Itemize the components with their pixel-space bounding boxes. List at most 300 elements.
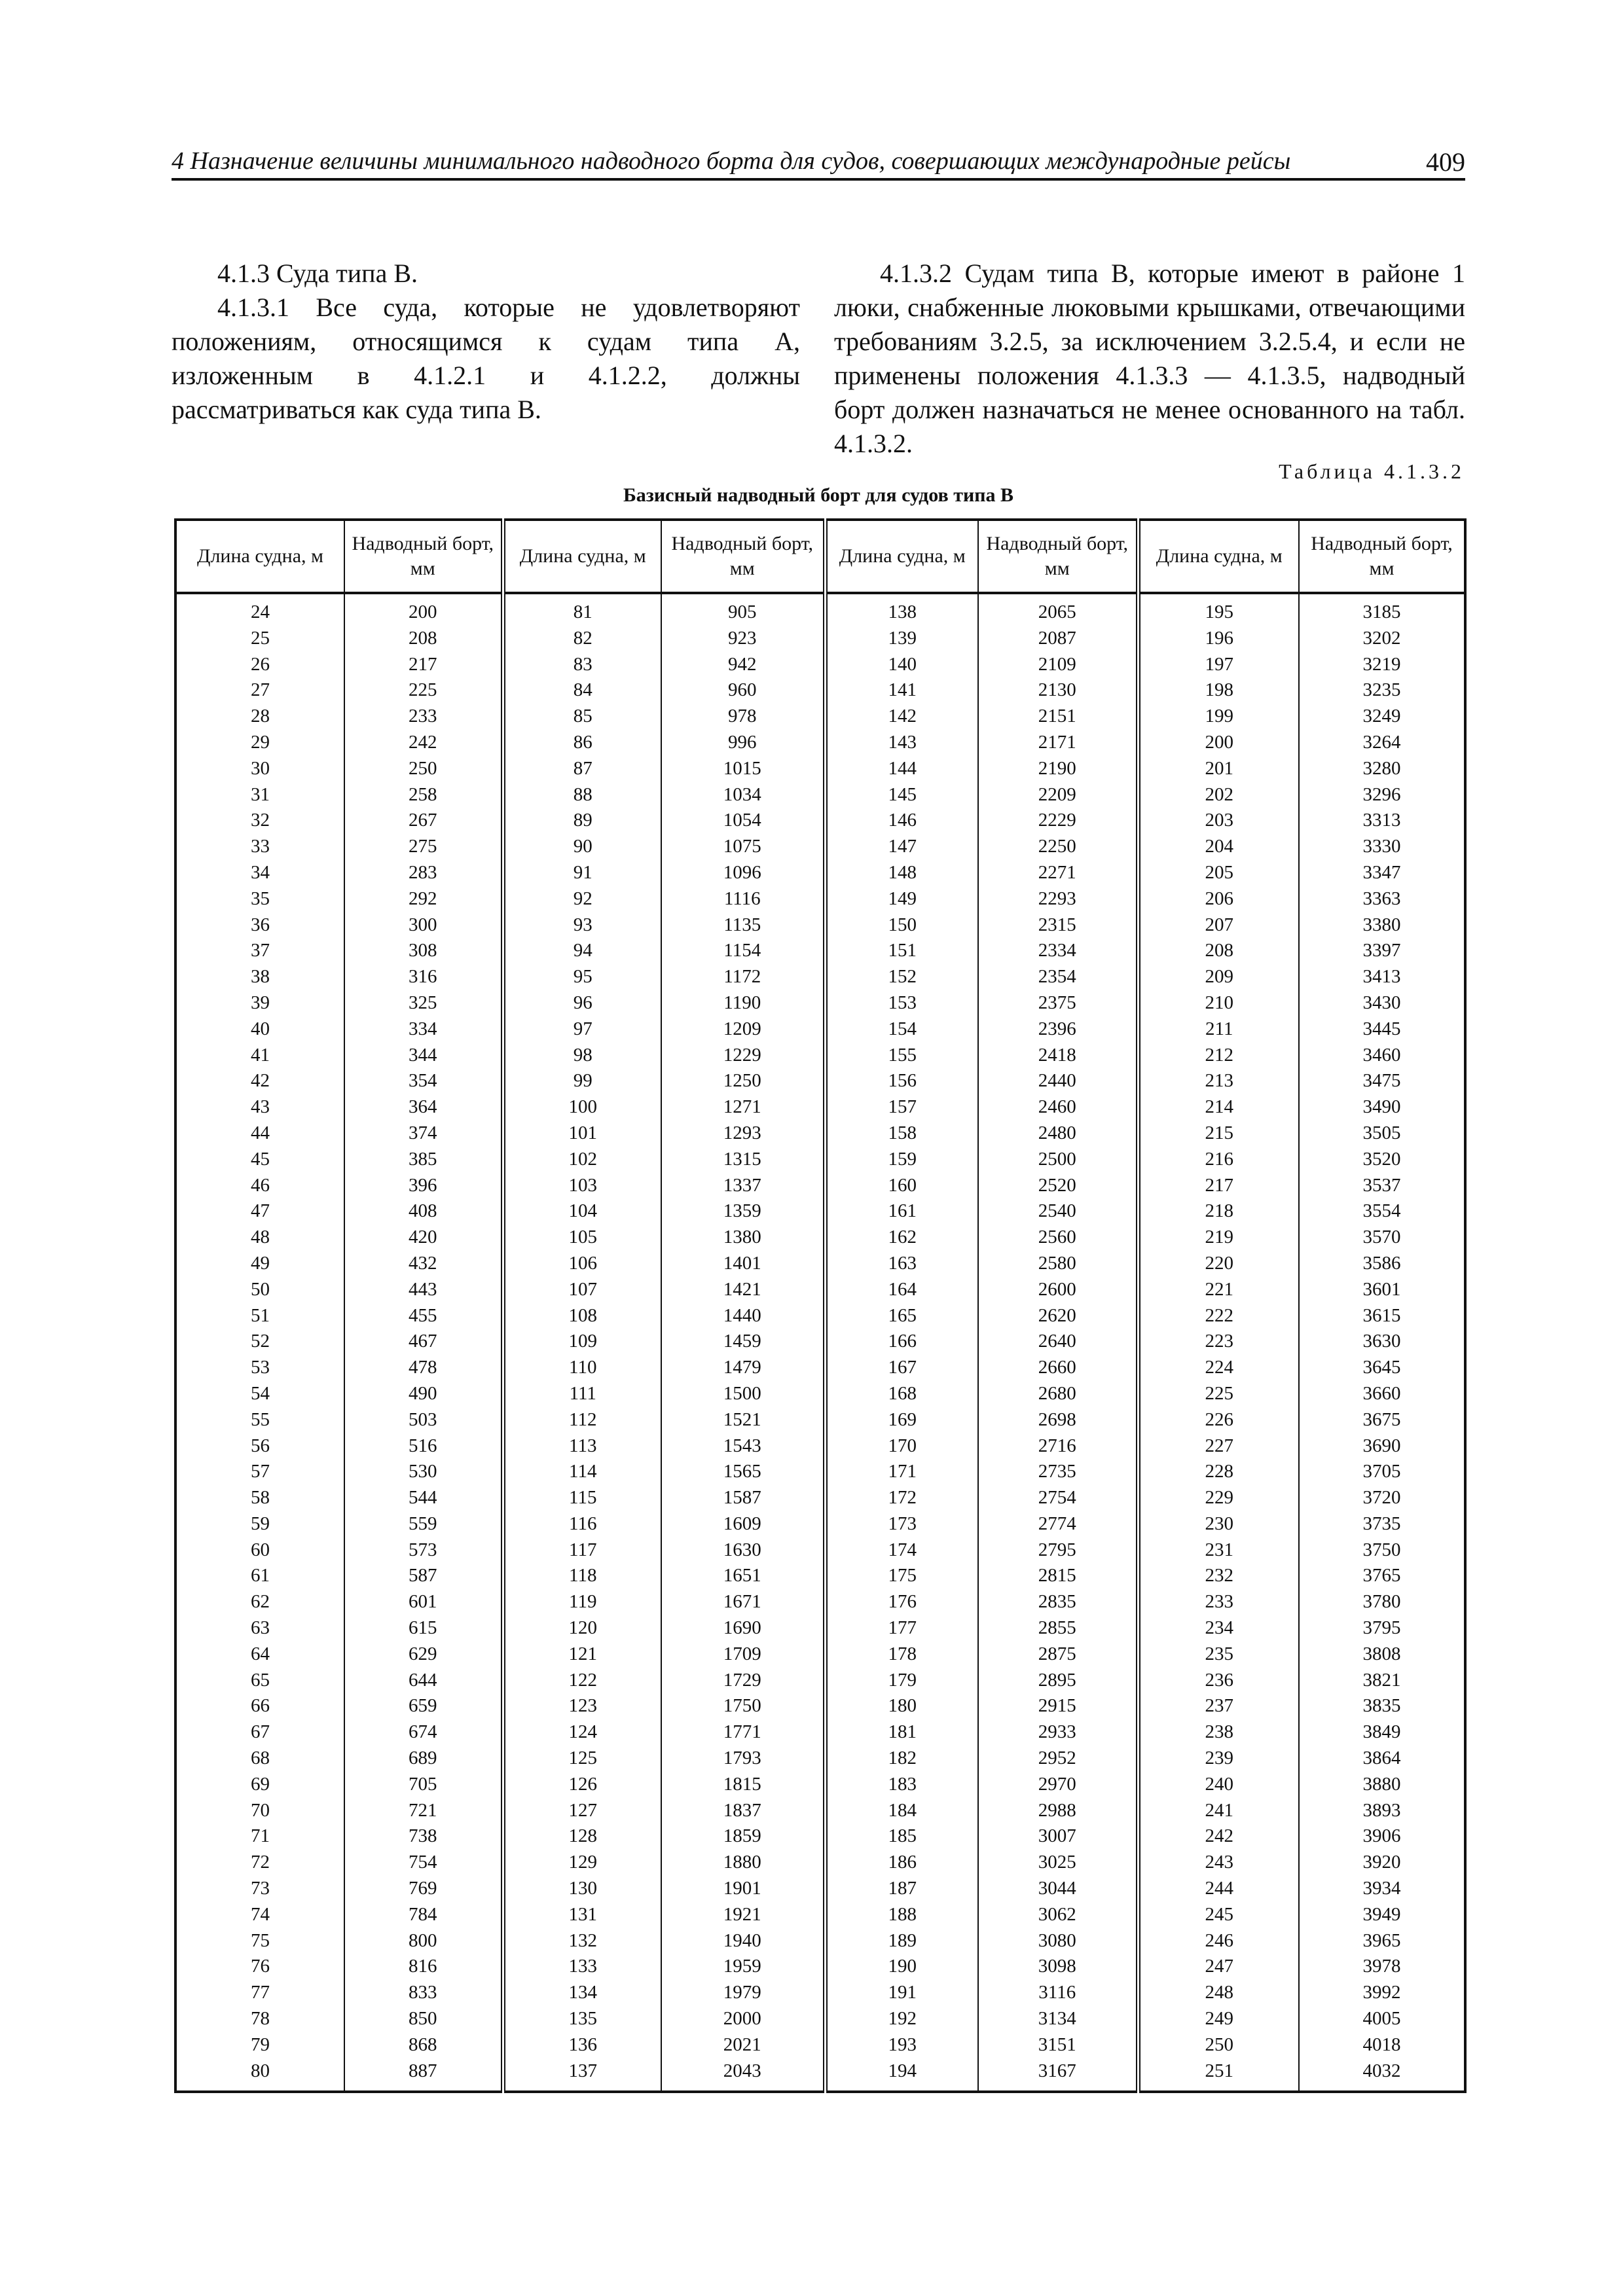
ship-length-cell: 146 xyxy=(825,808,978,834)
freeboard-cell: 1630 xyxy=(661,1537,825,1564)
freeboard-cell: 2988 xyxy=(978,1798,1138,1824)
freeboard-cell: 2754 xyxy=(978,1485,1138,1511)
freeboard-cell: 1209 xyxy=(661,1016,825,1043)
freeboard-cell: 3264 xyxy=(1299,730,1465,756)
ship-length-cell: 251 xyxy=(1138,2058,1299,2092)
freeboard-cell: 3185 xyxy=(1299,593,1465,626)
freeboard-cell: 467 xyxy=(344,1329,503,1355)
table-row xyxy=(175,1563,1465,1589)
table-row xyxy=(175,1668,1465,1694)
freeboard-cell: 1521 xyxy=(661,1407,825,1433)
table-row xyxy=(175,1173,1465,1199)
ship-length-cell: 127 xyxy=(503,1798,661,1824)
freeboard-cell: 2795 xyxy=(978,1537,1138,1564)
ship-length-cell: 247 xyxy=(1138,1954,1299,1980)
ship-length-cell: 169 xyxy=(825,1407,978,1433)
ship-length-cell: 221 xyxy=(1138,1277,1299,1303)
freeboard-cell: 242 xyxy=(344,730,503,756)
freeboard-cell: 2875 xyxy=(978,1641,1138,1668)
ship-length-cell: 43 xyxy=(175,1094,344,1121)
freeboard-cell: 292 xyxy=(344,886,503,912)
ship-length-cell: 190 xyxy=(825,1954,978,1980)
freeboard-cell: 2560 xyxy=(978,1225,1138,1251)
ship-length-cell: 116 xyxy=(503,1511,661,1537)
ship-length-cell: 32 xyxy=(175,808,344,834)
table-row xyxy=(175,1303,1465,1329)
freeboard-cell: 754 xyxy=(344,1850,503,1876)
ship-length-cell: 156 xyxy=(825,1068,978,1094)
freeboard-cell: 1459 xyxy=(661,1329,825,1355)
ship-length-cell: 110 xyxy=(503,1355,661,1381)
ship-length-cell: 136 xyxy=(503,2032,661,2058)
freeboard-cell: 3116 xyxy=(978,1980,1138,2006)
ship-length-cell: 117 xyxy=(503,1537,661,1564)
ship-length-cell: 213 xyxy=(1138,1068,1299,1094)
freeboard-cell: 3795 xyxy=(1299,1615,1465,1641)
freeboard-cell: 1709 xyxy=(661,1641,825,1668)
table-row xyxy=(175,1407,1465,1433)
ship-length-cell: 68 xyxy=(175,1746,344,1772)
ship-length-cell: 241 xyxy=(1138,1798,1299,1824)
freeboard-cell: 2293 xyxy=(978,886,1138,912)
freeboard-cell: 2271 xyxy=(978,860,1138,886)
freeboard-cell: 2500 xyxy=(978,1147,1138,1173)
ship-length-cell: 215 xyxy=(1138,1121,1299,1147)
ship-length-cell: 91 xyxy=(503,860,661,886)
ship-length-cell: 158 xyxy=(825,1121,978,1147)
freeboard-cell: 3808 xyxy=(1299,1641,1465,1668)
freeboard-cell: 942 xyxy=(661,652,825,678)
freeboard-cell: 2600 xyxy=(978,1277,1138,1303)
table-row xyxy=(175,1485,1465,1511)
ship-length-cell: 77 xyxy=(175,1980,344,2006)
freeboard-cell: 3765 xyxy=(1299,1563,1465,1589)
table-row xyxy=(175,1277,1465,1303)
table-number: Таблица 4.1.3.2 xyxy=(1279,459,1465,483)
freeboard-cell: 3949 xyxy=(1299,1902,1465,1928)
freeboard-cell: 2895 xyxy=(978,1668,1138,1694)
ship-length-cell: 37 xyxy=(175,938,344,964)
ship-length-cell: 105 xyxy=(503,1225,661,1251)
table-row xyxy=(175,1537,1465,1564)
ship-length-cell: 186 xyxy=(825,1850,978,1876)
ship-length-cell: 194 xyxy=(825,2058,978,2092)
freeboard-cell: 573 xyxy=(344,1537,503,1564)
table-row xyxy=(175,1876,1465,1902)
freeboard-cell: 887 xyxy=(344,2058,503,2092)
ship-length-cell: 129 xyxy=(503,1850,661,1876)
header-length-4: Длина судна, м xyxy=(1138,520,1299,593)
table-caption: Базисный надводный борт для судов типа В xyxy=(623,484,1014,506)
ship-length-cell: 93 xyxy=(503,912,661,939)
ship-length-cell: 73 xyxy=(175,1876,344,1902)
freeboard-cell: 996 xyxy=(661,730,825,756)
freeboard-cell: 443 xyxy=(344,1277,503,1303)
header-length-2: Длина судна, м xyxy=(503,520,661,593)
ship-length-cell: 135 xyxy=(503,2006,661,2032)
table-row xyxy=(175,1329,1465,1355)
ship-length-cell: 181 xyxy=(825,1719,978,1746)
ship-length-cell: 119 xyxy=(503,1589,661,1615)
freeboard-cell: 250 xyxy=(344,756,503,782)
freeboard-cell: 374 xyxy=(344,1121,503,1147)
freeboard-cell: 1587 xyxy=(661,1485,825,1511)
freeboard-cell: 1172 xyxy=(661,964,825,990)
freeboard-cell: 3893 xyxy=(1299,1798,1465,1824)
ship-length-cell: 182 xyxy=(825,1746,978,1772)
freeboard-cell: 978 xyxy=(661,704,825,730)
ship-length-cell: 219 xyxy=(1138,1225,1299,1251)
ship-length-cell: 145 xyxy=(825,782,978,808)
freeboard-cell: 3720 xyxy=(1299,1485,1465,1511)
table-row xyxy=(175,1589,1465,1615)
ship-length-cell: 100 xyxy=(503,1094,661,1121)
ship-length-cell: 245 xyxy=(1138,1902,1299,1928)
ship-length-cell: 185 xyxy=(825,1823,978,1850)
ship-length-cell: 24 xyxy=(175,593,344,626)
table-row xyxy=(175,1511,1465,1537)
freeboard-cell: 3460 xyxy=(1299,1043,1465,1069)
ship-length-cell: 30 xyxy=(175,756,344,782)
page-number: 409 xyxy=(1426,147,1465,177)
table-body xyxy=(175,593,1465,2092)
ship-length-cell: 124 xyxy=(503,1719,661,1746)
freeboard-cell: 1337 xyxy=(661,1173,825,1199)
freeboard-cell: 325 xyxy=(344,990,503,1016)
table-row xyxy=(175,2058,1465,2092)
header-freeboard-3: Надводный борт, мм xyxy=(978,520,1138,593)
ship-length-cell: 104 xyxy=(503,1198,661,1225)
ship-length-cell: 209 xyxy=(1138,964,1299,990)
freeboard-cell: 3615 xyxy=(1299,1303,1465,1329)
freeboard-cell: 615 xyxy=(344,1615,503,1641)
table-row xyxy=(175,782,1465,808)
ship-length-cell: 216 xyxy=(1138,1147,1299,1173)
ship-length-cell: 211 xyxy=(1138,1016,1299,1043)
table-row xyxy=(175,1043,1465,1069)
freeboard-cell: 2680 xyxy=(978,1381,1138,1407)
ship-length-cell: 101 xyxy=(503,1121,661,1147)
ship-length-cell: 214 xyxy=(1138,1094,1299,1121)
ship-length-cell: 206 xyxy=(1138,886,1299,912)
header-length-3: Длина судна, м xyxy=(825,520,978,593)
ship-length-cell: 120 xyxy=(503,1615,661,1641)
freeboard-cell: 816 xyxy=(344,1954,503,1980)
ship-length-cell: 220 xyxy=(1138,1251,1299,1277)
freeboard-cell: 2229 xyxy=(978,808,1138,834)
ship-length-cell: 198 xyxy=(1138,677,1299,704)
freeboard-cell: 800 xyxy=(344,1928,503,1954)
table-row xyxy=(175,1016,1465,1043)
freeboard-cell: 3330 xyxy=(1299,834,1465,860)
ship-length-cell: 40 xyxy=(175,1016,344,1043)
freeboard-cell: 4032 xyxy=(1299,2058,1465,2092)
ship-length-cell: 85 xyxy=(503,704,661,730)
ship-length-cell: 99 xyxy=(503,1068,661,1094)
freeboard-cell: 385 xyxy=(344,1147,503,1173)
table-row xyxy=(175,990,1465,1016)
freeboard-cell: 3080 xyxy=(978,1928,1138,1954)
ship-length-cell: 202 xyxy=(1138,782,1299,808)
freeboard-cell: 1500 xyxy=(661,1381,825,1407)
freeboard-cell: 308 xyxy=(344,938,503,964)
ship-length-cell: 152 xyxy=(825,964,978,990)
ship-length-cell: 160 xyxy=(825,1173,978,1199)
ship-length-cell: 88 xyxy=(503,782,661,808)
freeboard-cell: 2716 xyxy=(978,1433,1138,1460)
ship-length-cell: 122 xyxy=(503,1668,661,1694)
freeboard-cell: 1034 xyxy=(661,782,825,808)
freeboard-cell: 1271 xyxy=(661,1094,825,1121)
ship-length-cell: 137 xyxy=(503,2058,661,2092)
ship-length-cell: 165 xyxy=(825,1303,978,1329)
ship-length-cell: 218 xyxy=(1138,1198,1299,1225)
freeboard-cell: 2855 xyxy=(978,1615,1138,1641)
freeboard-cell: 334 xyxy=(344,1016,503,1043)
ship-length-cell: 53 xyxy=(175,1355,344,1381)
freeboard-cell: 705 xyxy=(344,1772,503,1798)
freeboard-cell: 2774 xyxy=(978,1511,1138,1537)
freeboard-cell: 225 xyxy=(344,677,503,704)
ship-length-cell: 233 xyxy=(1138,1589,1299,1615)
ship-length-cell: 107 xyxy=(503,1277,661,1303)
ship-length-cell: 139 xyxy=(825,626,978,652)
ship-length-cell: 115 xyxy=(503,1485,661,1511)
ship-length-cell: 132 xyxy=(503,1928,661,1954)
freeboard-cell: 2580 xyxy=(978,1251,1138,1277)
freeboard-cell: 1901 xyxy=(661,1876,825,1902)
freeboard-cell: 3397 xyxy=(1299,938,1465,964)
ship-length-cell: 29 xyxy=(175,730,344,756)
freeboard-cell: 3363 xyxy=(1299,886,1465,912)
freeboard-cell: 2043 xyxy=(661,2058,825,2092)
table-row xyxy=(175,1225,1465,1251)
freeboard-cell: 2520 xyxy=(978,1173,1138,1199)
ship-length-cell: 48 xyxy=(175,1225,344,1251)
freeboard-cell: 3554 xyxy=(1299,1198,1465,1225)
ship-length-cell: 229 xyxy=(1138,1485,1299,1511)
freeboard-cell: 316 xyxy=(344,964,503,990)
ship-length-cell: 237 xyxy=(1138,1693,1299,1719)
ship-length-cell: 78 xyxy=(175,2006,344,2032)
freeboard-cell: 659 xyxy=(344,1693,503,1719)
freeboard-cell: 4018 xyxy=(1299,2032,1465,2058)
freeboard-cell: 3906 xyxy=(1299,1823,1465,1850)
ship-length-cell: 248 xyxy=(1138,1980,1299,2006)
table-row xyxy=(175,1902,1465,1928)
ship-length-cell: 55 xyxy=(175,1407,344,1433)
ship-length-cell: 171 xyxy=(825,1459,978,1485)
freeboard-cell: 960 xyxy=(661,677,825,704)
paragraph-4-1-3-2: 4.1.3.2 Судам типа В, которые имеют в районе 1 люки, снабженные люковыми крышками, отвечающими требованиям 3.2.5, за исключением 3.2.5.4, и если не применены положения 4.1.3.3 — 4.1.3.5, надводный борт должен назначаться не менее основанного на табл. 4.1.3.2. xyxy=(834,259,1465,458)
freeboard-cell: 587 xyxy=(344,1563,503,1589)
ship-length-cell: 69 xyxy=(175,1772,344,1798)
freeboard-cell: 3586 xyxy=(1299,1251,1465,1277)
ship-length-cell: 38 xyxy=(175,964,344,990)
freeboard-cell: 2334 xyxy=(978,938,1138,964)
ship-length-cell: 97 xyxy=(503,1016,661,1043)
freeboard-cell: 923 xyxy=(661,626,825,652)
ship-length-cell: 36 xyxy=(175,912,344,939)
freeboard-cell: 3313 xyxy=(1299,808,1465,834)
freeboard-cell: 2375 xyxy=(978,990,1138,1016)
ship-length-cell: 197 xyxy=(1138,652,1299,678)
freeboard-cell: 354 xyxy=(344,1068,503,1094)
ship-length-cell: 168 xyxy=(825,1381,978,1407)
ship-length-cell: 244 xyxy=(1138,1876,1299,1902)
ship-length-cell: 57 xyxy=(175,1459,344,1485)
freeboard-cell: 478 xyxy=(344,1355,503,1381)
freeboard-cell: 1229 xyxy=(661,1043,825,1069)
ship-length-cell: 159 xyxy=(825,1147,978,1173)
ship-length-cell: 138 xyxy=(825,593,978,626)
freeboard-cell: 2151 xyxy=(978,704,1138,730)
ship-length-cell: 31 xyxy=(175,782,344,808)
ship-length-cell: 125 xyxy=(503,1746,661,1772)
freeboard-cell: 420 xyxy=(344,1225,503,1251)
freeboard-cell: 503 xyxy=(344,1407,503,1433)
table-row xyxy=(175,2032,1465,2058)
ship-length-cell: 192 xyxy=(825,2006,978,2032)
paragraph-4-1-3-1: 4.1.3.1 Все суда, которые не удовлетворяют положениям, относящимся к судам типа А, изложенным в 4.1.2.1 и 4.1.2.2, должны рассматриваться как суда типа В. xyxy=(172,293,800,424)
freeboard-cell: 516 xyxy=(344,1433,503,1460)
ship-length-cell: 163 xyxy=(825,1251,978,1277)
freeboard-cell: 1940 xyxy=(661,1928,825,1954)
ship-length-cell: 140 xyxy=(825,652,978,678)
freeboard-cell: 1135 xyxy=(661,912,825,939)
freeboard-cell: 2190 xyxy=(978,756,1138,782)
ship-length-cell: 150 xyxy=(825,912,978,939)
table-row xyxy=(175,1615,1465,1641)
freeboard-cell: 217 xyxy=(344,652,503,678)
ship-length-cell: 246 xyxy=(1138,1928,1299,1954)
freeboard-cell: 3675 xyxy=(1299,1407,1465,1433)
ship-length-cell: 50 xyxy=(175,1277,344,1303)
freeboard-cell: 530 xyxy=(344,1459,503,1485)
table-row xyxy=(175,1850,1465,1876)
freeboard-cell: 1190 xyxy=(661,990,825,1016)
table-row xyxy=(175,1355,1465,1381)
freeboard-cell: 2109 xyxy=(978,652,1138,678)
table-row xyxy=(175,1094,1465,1121)
table-row xyxy=(175,1693,1465,1719)
ship-length-cell: 89 xyxy=(503,808,661,834)
freeboard-cell: 1750 xyxy=(661,1693,825,1719)
freeboard-cell: 3934 xyxy=(1299,1876,1465,1902)
ship-length-cell: 243 xyxy=(1138,1850,1299,1876)
freeboard-cell: 1729 xyxy=(661,1668,825,1694)
freeboard-cell: 2250 xyxy=(978,834,1138,860)
ship-length-cell: 175 xyxy=(825,1563,978,1589)
freeboard-cell: 258 xyxy=(344,782,503,808)
ship-length-cell: 92 xyxy=(503,886,661,912)
ship-length-cell: 238 xyxy=(1138,1719,1299,1746)
table-row xyxy=(175,1823,1465,1850)
ship-length-cell: 224 xyxy=(1138,1355,1299,1381)
ship-length-cell: 144 xyxy=(825,756,978,782)
freeboard-cell: 3864 xyxy=(1299,1746,1465,1772)
freeboard-cell: 3978 xyxy=(1299,1954,1465,1980)
ship-length-cell: 199 xyxy=(1138,704,1299,730)
page-header xyxy=(172,144,1465,181)
freeboard-cell: 850 xyxy=(344,2006,503,2032)
freeboard-cell: 3880 xyxy=(1299,1772,1465,1798)
ship-length-cell: 72 xyxy=(175,1850,344,1876)
table-row xyxy=(175,1251,1465,1277)
freeboard-cell: 2065 xyxy=(978,593,1138,626)
freeboard-cell: 3520 xyxy=(1299,1147,1465,1173)
freeboard-cell: 3630 xyxy=(1299,1329,1465,1355)
freeboard-cell: 1401 xyxy=(661,1251,825,1277)
ship-length-cell: 161 xyxy=(825,1198,978,1225)
ship-length-cell: 170 xyxy=(825,1433,978,1460)
freeboard-cell: 3660 xyxy=(1299,1381,1465,1407)
freeboard-cell: 1315 xyxy=(661,1147,825,1173)
freeboard-cell: 3780 xyxy=(1299,1589,1465,1615)
ship-length-cell: 54 xyxy=(175,1381,344,1407)
table-row xyxy=(175,964,1465,990)
ship-length-cell: 87 xyxy=(503,756,661,782)
freeboard-cell: 3965 xyxy=(1299,1928,1465,1954)
freeboard-cell: 1959 xyxy=(661,1954,825,1980)
freeboard-cell: 3849 xyxy=(1299,1719,1465,1746)
right-column xyxy=(834,257,1465,461)
ship-length-cell: 82 xyxy=(503,626,661,652)
table-row xyxy=(175,886,1465,912)
ship-length-cell: 223 xyxy=(1138,1329,1299,1355)
freeboard-cell: 2396 xyxy=(978,1016,1138,1043)
freeboard-cell: 396 xyxy=(344,1173,503,1199)
ship-length-cell: 56 xyxy=(175,1433,344,1460)
table-row xyxy=(175,756,1465,782)
freeboard-cell: 3044 xyxy=(978,1876,1138,1902)
ship-length-cell: 67 xyxy=(175,1719,344,1746)
freeboard-cell: 629 xyxy=(344,1641,503,1668)
freeboard-cell: 2480 xyxy=(978,1121,1138,1147)
freeboard-cell: 2315 xyxy=(978,912,1138,939)
freeboard-table xyxy=(174,518,1467,2093)
ship-length-cell: 26 xyxy=(175,652,344,678)
ship-length-cell: 60 xyxy=(175,1537,344,1564)
freeboard-cell: 905 xyxy=(661,593,825,626)
table-row xyxy=(175,1719,1465,1746)
ship-length-cell: 79 xyxy=(175,2032,344,2058)
ship-length-cell: 61 xyxy=(175,1563,344,1589)
ship-length-cell: 208 xyxy=(1138,938,1299,964)
freeboard-cell: 1651 xyxy=(661,1563,825,1589)
freeboard-cell: 2835 xyxy=(978,1589,1138,1615)
table-row xyxy=(175,1198,1465,1225)
table-row xyxy=(175,704,1465,730)
freeboard-cell: 2354 xyxy=(978,964,1138,990)
ship-length-cell: 112 xyxy=(503,1407,661,1433)
table-row xyxy=(175,1928,1465,1954)
freeboard-cell: 2130 xyxy=(978,677,1138,704)
ship-length-cell: 176 xyxy=(825,1589,978,1615)
freeboard-cell: 2735 xyxy=(978,1459,1138,1485)
ship-length-cell: 63 xyxy=(175,1615,344,1641)
ship-length-cell: 71 xyxy=(175,1823,344,1850)
freeboard-cell: 3134 xyxy=(978,2006,1138,2032)
ship-length-cell: 151 xyxy=(825,938,978,964)
ship-length-cell: 49 xyxy=(175,1251,344,1277)
ship-length-cell: 184 xyxy=(825,1798,978,1824)
ship-length-cell: 217 xyxy=(1138,1173,1299,1199)
ship-length-cell: 195 xyxy=(1138,593,1299,626)
table-row xyxy=(175,1433,1465,1460)
ship-length-cell: 201 xyxy=(1138,756,1299,782)
freeboard-cell: 2418 xyxy=(978,1043,1138,1069)
